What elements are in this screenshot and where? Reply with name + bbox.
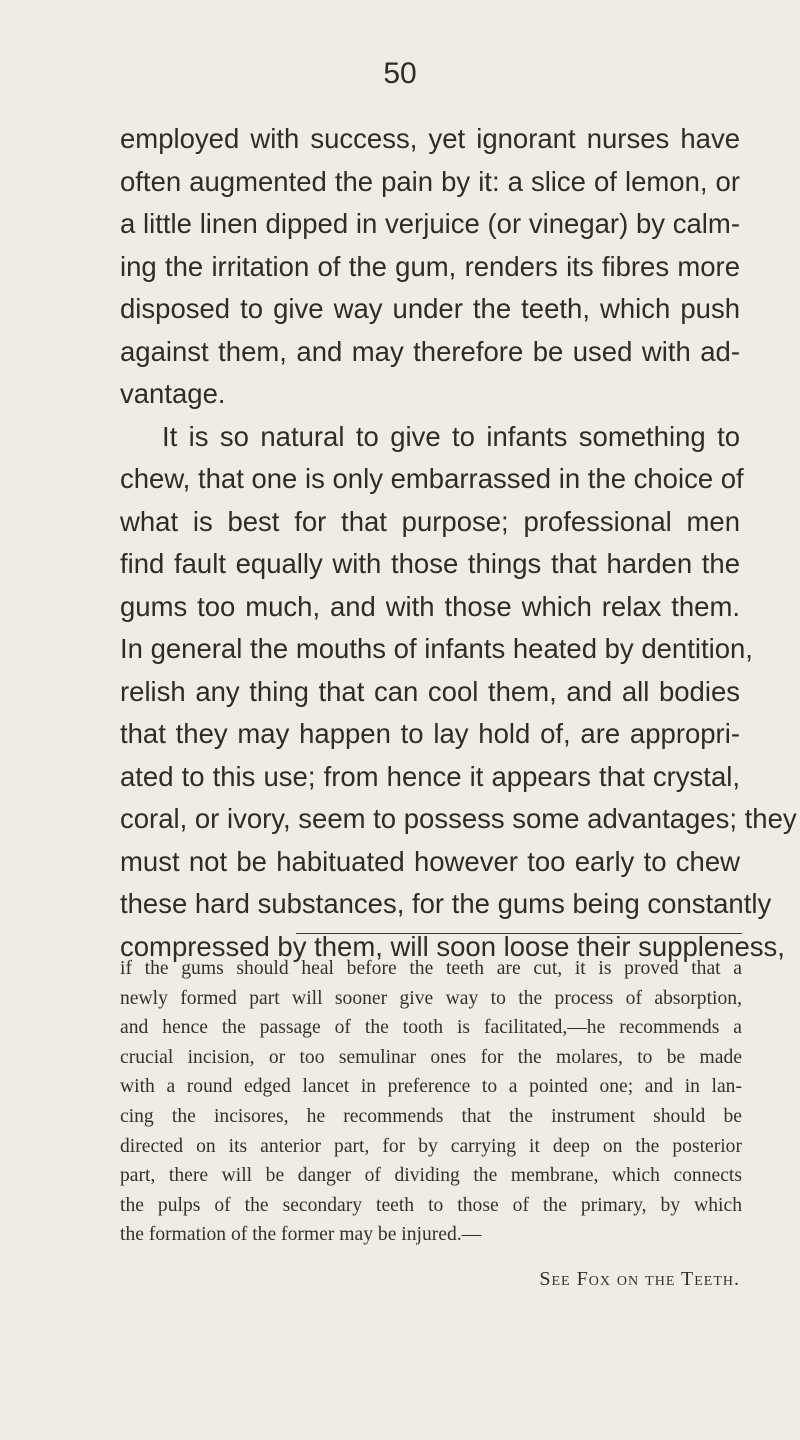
text-line: chew, that one is only embarrassed in the choice of (120, 463, 744, 494)
text-line: must not be habituated however too early to chew (120, 845, 740, 877)
text-line: disposed to give way under the teeth, which push (120, 293, 740, 324)
footnote-attribution: See Fox on the Teeth. (539, 1268, 740, 1290)
text-line: a little linen dipped in verjuice (or vinegar) by calm- (120, 208, 740, 239)
text-line: gums too much, and with those which relax them. (120, 590, 740, 622)
footnote-line: newly formed part will sooner give way to the process of absorption, (120, 987, 742, 1009)
text-line: compressed by them, will soon loose their suppleness, (120, 930, 785, 962)
text-line: employed with success, yet ignorant nurses have (120, 123, 740, 154)
text-line: against them, and may therefore be used with ad- (120, 335, 740, 367)
footnote-line: the pulps of the secondary teeth to those of the primary, by which (120, 1194, 742, 1216)
text-line: these hard substances, for the gums being constantly (120, 888, 772, 919)
footnote-line: part, there will be danger of dividing the membrane, which connects (120, 1165, 742, 1187)
footnote-divider (296, 933, 742, 934)
text-line: often augmented the pain by it: a slice of lemon, or (120, 165, 740, 197)
footnote-line: cing the incisores, he recommends that the instrument should be (120, 1105, 742, 1127)
page-number: 50 (383, 57, 417, 90)
footnote-line: the formation of the former may be injured.— (120, 1224, 482, 1246)
text-line: vantage. (120, 378, 226, 409)
text-line: relish any thing that can cool them, and all bodies (120, 675, 740, 707)
text-line: ing the irritation of the gum, renders its fibres more (120, 250, 740, 282)
text-line: find fault equally with those things that harden the (120, 548, 740, 579)
text-line: It is so natural to give to infants something to (162, 420, 740, 452)
footnote-line: crucial incision, or too semulinar ones for the molares, to be made (120, 1046, 742, 1068)
text-line: what is best for that purpose; professional men (120, 505, 740, 537)
footnote-line: if the gums should heal before the teeth are cut, it is proved that a (120, 958, 742, 979)
footnote-line: directed on its anterior part, for by carrying it deep on the posterior (120, 1135, 742, 1157)
text-line: that they may happen to lay hold of, are appropri- (120, 718, 740, 749)
footnote-block (120, 954, 742, 1250)
text-line: ated to this use; from hence it appears that crystal, (120, 760, 740, 792)
footnote-line: with a round edged lancet in preference to a pointed one; and in lan- (120, 1076, 742, 1098)
main-text-block (120, 118, 797, 968)
footnote-line: and hence the passage of the tooth is facilitated,—he recommends a (120, 1017, 742, 1039)
text-line: In general the mouths of infants heated by dentition, (120, 633, 753, 664)
text-line: coral, or ivory, seem to possess some advantages; they (120, 803, 797, 834)
